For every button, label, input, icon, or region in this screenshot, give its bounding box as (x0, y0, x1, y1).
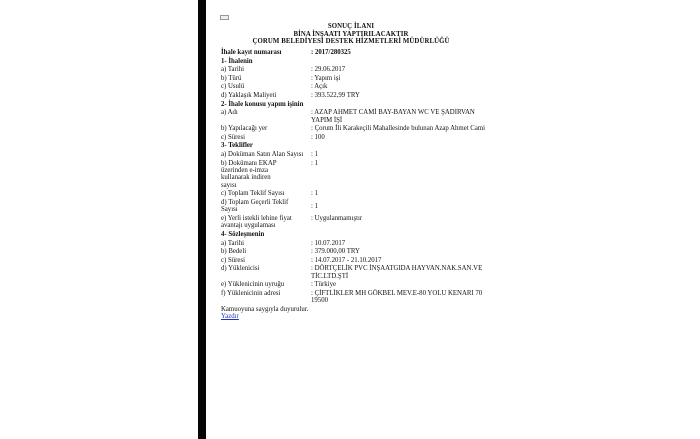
s3-row (221, 160, 491, 190)
section-4-title: 4- Sözleşmenin (221, 230, 265, 238)
s3-row (221, 199, 491, 214)
s1-label: c) Usulü (221, 83, 245, 91)
s3-label: a) Doküman Satın Alan Sayısı (221, 150, 304, 158)
s4-value: : DÖRTÇELİK PVC İNŞAATGIDA HAYVAN.NAK.SAN.VE TİC.LTD.ŞTİ (311, 265, 483, 280)
image-placeholder-icon (220, 15, 229, 20)
s1-label: d) Yaklaşık Maliyeti (221, 91, 277, 99)
s2-value: : 100 (311, 133, 325, 141)
s2-label: a) Adı (221, 109, 238, 117)
s1-row (221, 66, 491, 73)
s2-value: : AZAP AHMET CAMİ BAY-BAYAN WC VE ŞADIRVAN YAPIM İŞİ (311, 109, 475, 124)
s4-row (221, 257, 491, 264)
s2-label: c) Süresi (221, 133, 245, 141)
s3-value: : 1 (311, 190, 318, 198)
closing-text: Kamuoyuna saygıyla duyurulur. (221, 305, 309, 313)
s3-value: : Uygulanmamıştır (311, 214, 363, 222)
s3-value: : 1 (311, 159, 318, 167)
s1-value: : 393.522,99 TRY (311, 91, 360, 99)
section-1-title: 1- İhalenin (221, 57, 253, 65)
s1-row (221, 92, 491, 99)
s4-label: c) Süresi (221, 256, 245, 264)
notice-title: SONUÇ İLANI (327, 23, 375, 30)
s4-row (221, 290, 491, 305)
s4-label: b) Bedeli (221, 248, 247, 256)
s3-label: b) Dokümanı EKAP üzerinden e-imza kullanarak indiren sayısı (221, 159, 277, 189)
s1-label: b) Türü (221, 74, 242, 82)
s3-value: : 1 (311, 150, 318, 158)
s1-label: a) Tarihi (221, 66, 244, 74)
notice-document (206, 0, 496, 439)
s2-value: : Çorum İli Karakeçili Mahallesinde bulunan Azap Ahmet Cami (311, 125, 486, 133)
notice-body (221, 49, 491, 321)
record-label: İhale kayıt numarası (221, 49, 282, 56)
s4-label: a) Tarihi (221, 239, 244, 247)
black-divider-bar (198, 0, 206, 439)
s4-value: : ÇİFTLİKLER MH GÖKBEL MEV.E-80 YOLU KENARI 70 19500 (311, 289, 483, 305)
s4-label: d) Yüklenicisi (221, 265, 260, 273)
s1-value: : 29.06.2017 (311, 66, 346, 74)
section-3-title: 3- Teklifler (221, 142, 253, 150)
s4-value: : 14.07.2017 - 21.10.2017 (311, 256, 382, 264)
s2-row (221, 109, 491, 124)
s3-label: c) Toplam Teklif Sayısı (221, 190, 285, 198)
s3-value: : 1 (311, 202, 318, 210)
s4-value: : Türkiye (311, 281, 336, 289)
s4-label: f) Yüklenicinin adresi (221, 289, 281, 297)
s4-row (221, 281, 491, 288)
record-row (221, 49, 491, 56)
record-value: : 2017/280325 (311, 49, 351, 56)
s1-value: : Yapım işi (311, 74, 341, 82)
notice-institution: ÇORUM BELEDİYESİ DESTEK HİZMETLERİ MÜDÜRLÜĞÜ (252, 38, 450, 45)
s2-label: b) Yapılacağı yer (221, 125, 268, 133)
s2-row (221, 125, 491, 132)
left-background (0, 0, 198, 439)
right-background (496, 0, 700, 439)
s3-label: d) Toplam Geçerli Teklif Sayısı (221, 198, 289, 214)
s4-row (221, 265, 491, 280)
notice-subtitle: BİNA İNŞAATI YAPTIRILACAKTIR (293, 31, 409, 38)
s4-value: : 379.000,00 TRY (311, 248, 360, 256)
s2-row (221, 134, 491, 141)
section-2-title: 2- İhale konusu yapım işinin (221, 100, 304, 108)
s1-row (221, 83, 491, 90)
s4-row (221, 248, 491, 255)
s4-row (221, 240, 491, 247)
s1-row (221, 75, 491, 82)
s4-value: : 10.07.2017 (311, 239, 346, 247)
s3-row (221, 190, 491, 197)
s1-value: : Açık (311, 83, 328, 91)
s3-label: e) Yerli istekli lehine fiyat avantajı uygulaması (221, 214, 292, 230)
print-link[interactable]: Yazdır (221, 313, 239, 321)
s3-row (221, 215, 491, 230)
s3-row (221, 151, 491, 158)
s4-label: e) Yüklenicinin uyruğu (221, 281, 285, 289)
